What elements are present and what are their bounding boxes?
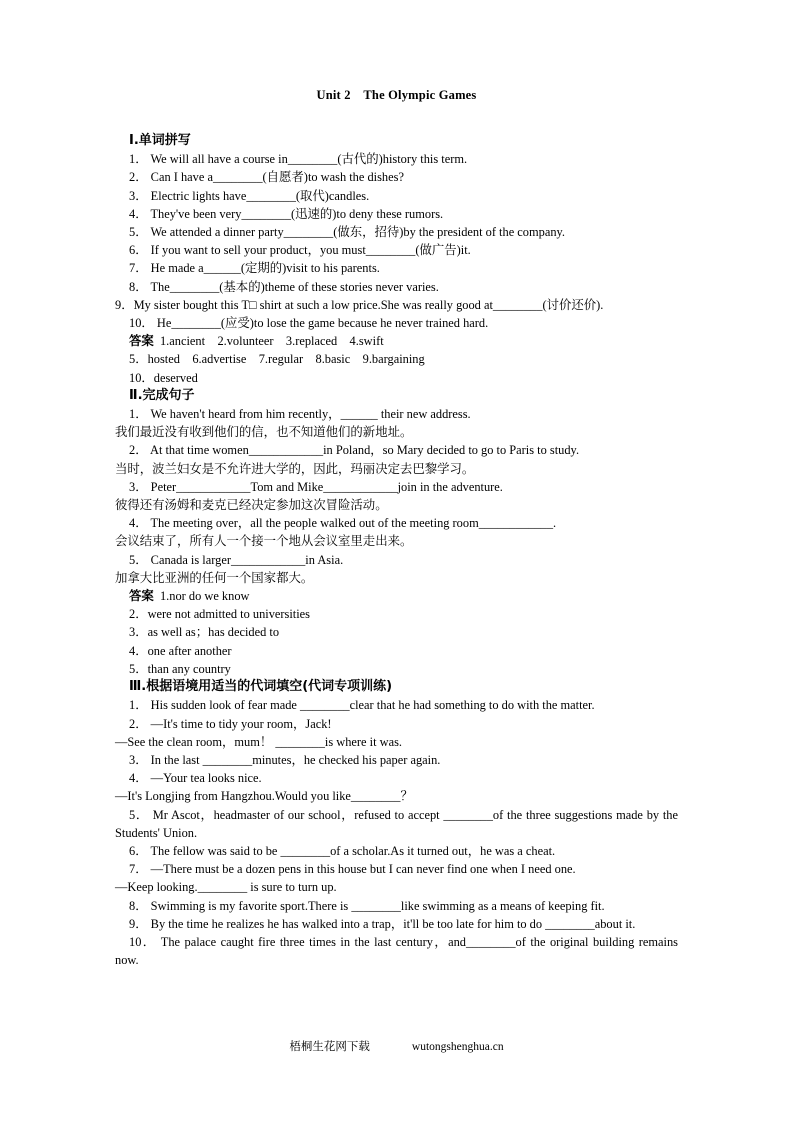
section-heading-3: Ⅲ.根据语境用适当的代词填空(代词专项训练) — [129, 679, 393, 695]
question-item: 7． He made a______(定期的)visit to his parents. — [129, 261, 380, 276]
answer-text: 2．were not admitted to universities — [129, 607, 311, 622]
answer-text: 4．one after another — [129, 643, 232, 658]
question-item: 9．My sister bought this T□ shirt at such a low price.She was really good at________(讨价还价). — [115, 297, 604, 312]
question-item: 4． They've been very________(迅速的)to deny these rumors. — [129, 206, 444, 221]
question-item: 10． The palace caught fire three times in the last century，and________of the original building remains now. — [115, 934, 678, 968]
answer-block — [115, 623, 678, 641]
page-footer — [0, 1038, 793, 1054]
question-item: 1． His sudden look of fear made ________clear that he had something to do with the matter. — [129, 698, 595, 713]
translation-line: 会议结束了，所有人一个接一个地从会议室里走出来。 — [115, 533, 413, 549]
page-title: Unit 2 The Olympic Games — [316, 88, 477, 102]
answer-text: 3．as well as；has decided to — [129, 625, 280, 640]
question-item: —Keep looking.________ is sure to turn up. — [115, 880, 337, 895]
answer-block — [115, 369, 678, 387]
answer-label: 答案 — [129, 333, 154, 349]
question-item: 8． Swimming is my favorite sport.There is ________like swimming as a means of keeping fit. — [129, 898, 605, 913]
question-item: 6． If you want to sell your product，you must________(做广告)it. — [129, 243, 471, 258]
question-item: —It's Longjing from Hangzhou.Would you like________？ — [115, 789, 413, 804]
question-item: 1． We haven't heard from him recently，______ their new address. — [129, 407, 471, 422]
answer-text: 5．than any country — [129, 661, 231, 676]
question-item: 6． The fellow was said to be ________of a scholar.As it turned out，he was a cheat. — [129, 843, 556, 858]
section-heading-1: Ⅰ.单词拼写 — [129, 133, 191, 148]
question-item: 3． Peter____________Tom and Mike____________join in the adventure. — [129, 479, 503, 494]
answer-block — [115, 332, 678, 350]
answer-text: 1.ancient 2.volunteer 3.replaced 4.swift — [159, 334, 384, 349]
answer-block — [115, 605, 678, 623]
translation-line: 当时，波兰妇女是不允许进大学的，因此，玛丽决定去巴黎学习。 — [115, 460, 475, 476]
question-item: 2． Can I have a________(自愿者)to wash the dishes? — [129, 170, 404, 185]
question-item: 8． The________(基本的)theme of these stories never varies. — [129, 279, 439, 294]
question-item: —See the clean room，mum！ ________is where it was. — [115, 734, 402, 749]
answer-block — [115, 660, 678, 678]
answer-text: 5．hosted 6.advertise 7.regular 8.basic 9.bargaining — [129, 352, 425, 367]
question-item: 2． At that time women____________in Poland，so Mary decided to go to Paris to study. — [129, 443, 580, 458]
question-item: 5． Canada is larger____________in Asia. — [129, 552, 344, 567]
footer-site-url: wutongshenghua.cn — [411, 1041, 504, 1053]
answer-block — [115, 587, 678, 605]
translation-line: 彼得还有汤姆和麦克已经决定参加这次冒险活动。 — [115, 497, 388, 513]
question-item: 4． —Your tea looks nice. — [129, 771, 262, 786]
question-item: 3． In the last ________minutes，he checked his paper again. — [129, 752, 441, 767]
question-item: 1． We will all have a course in________(古代的)history this term. — [129, 152, 468, 167]
answer-label: 答案 — [129, 588, 154, 604]
title-spacer — [115, 104, 678, 132]
translation-line: 我们最近没有收到他们的信，也不知道他们的新地址。 — [115, 424, 413, 440]
question-item: 3． Electric lights have________(取代)candles. — [129, 188, 370, 203]
footer-site-name: 梧桐生花网下载 — [289, 1039, 370, 1053]
question-item: 7． —There must be a dozen pens in this house but I can never find one when I need one. — [129, 862, 576, 877]
answer-block — [115, 642, 678, 660]
question-item: 2． —It's time to tidy your room，Jack! — [129, 716, 332, 731]
question-item: 5． We attended a dinner party________(做东，招待)by the president of the company. — [129, 225, 566, 240]
translation-line: 加拿大比亚洲的任何一个国家都大。 — [115, 569, 314, 585]
question-item: 9． By the time he realizes he has walked into a trap，it'll be too late for him to do ________about it. — [129, 916, 636, 931]
answer-text: 1.nor do we know — [159, 589, 250, 604]
document-body — [115, 86, 678, 969]
question-item: 4． The meeting over，all the people walked out of the meeting room____________. — [129, 516, 557, 531]
answer-block — [115, 350, 678, 368]
section-heading-2: Ⅱ.完成句子 — [129, 387, 195, 403]
question-item: 10． He________(应受)to lose the game because he never trained hard. — [129, 316, 489, 331]
answer-text: 10．deserved — [129, 370, 198, 385]
question-item: 5． Mr Ascot，headmaster of our school，refused to accept ________of the three suggestions made by the Students' Union. — [115, 807, 678, 840]
